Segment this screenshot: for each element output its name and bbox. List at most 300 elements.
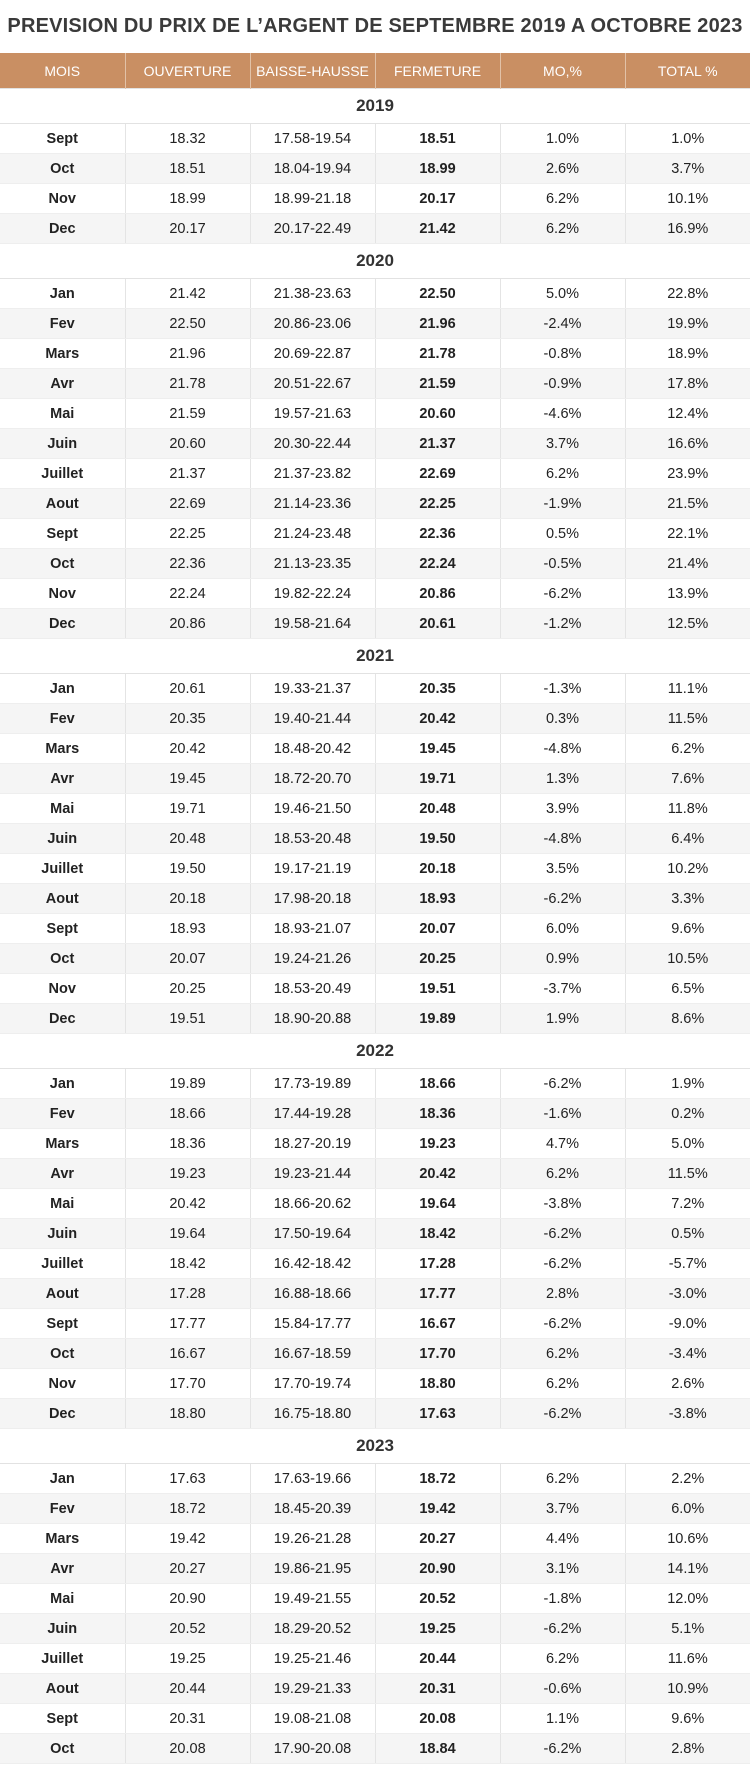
cell-monthly-change: 6.2%	[500, 459, 625, 489]
table-row	[0, 1339, 750, 1369]
cell-month: Juin	[0, 1219, 125, 1249]
table-row	[0, 1369, 750, 1399]
cell-range: 17.90-20.08	[250, 1734, 375, 1764]
cell-monthly-change: -3.8%	[500, 1189, 625, 1219]
cell-month: Dec	[0, 214, 125, 244]
cell-close: 20.61	[375, 609, 500, 639]
cell-open: 19.71	[125, 794, 250, 824]
cell-month: Sept	[0, 1704, 125, 1734]
cell-total-change: 7.2%	[625, 1189, 750, 1219]
cell-open: 22.25	[125, 519, 250, 549]
cell-total-change: 16.6%	[625, 429, 750, 459]
cell-month: Juillet	[0, 459, 125, 489]
cell-month: Sept	[0, 1309, 125, 1339]
cell-monthly-change: -6.2%	[500, 1249, 625, 1279]
cell-month: Juin	[0, 824, 125, 854]
cell-range: 19.46-21.50	[250, 794, 375, 824]
cell-open: 21.37	[125, 459, 250, 489]
cell-close: 20.27	[375, 1524, 500, 1554]
cell-total-change: -9.0%	[625, 1309, 750, 1339]
cell-month: Avr	[0, 369, 125, 399]
cell-total-change: 11.5%	[625, 1159, 750, 1189]
cell-total-change: 13.9%	[625, 579, 750, 609]
cell-monthly-change: 0.5%	[500, 519, 625, 549]
cell-range: 17.44-19.28	[250, 1099, 375, 1129]
table-row	[0, 884, 750, 914]
cell-monthly-change: 6.0%	[500, 914, 625, 944]
page-title: PREVISION DU PRIX DE L’ARGENT DE SEPTEMBRE 2019 A OCTOBRE 2023	[7, 15, 743, 37]
cell-range: 18.53-20.49	[250, 974, 375, 1004]
cell-open: 20.25	[125, 974, 250, 1004]
cell-close: 22.24	[375, 549, 500, 579]
cell-range: 16.75-18.80	[250, 1399, 375, 1429]
cell-total-change: 10.2%	[625, 854, 750, 884]
cell-open: 17.70	[125, 1369, 250, 1399]
table-row	[0, 1584, 750, 1614]
cell-open: 22.50	[125, 309, 250, 339]
cell-close: 20.48	[375, 794, 500, 824]
cell-range: 18.04-19.94	[250, 154, 375, 184]
table-row	[0, 1099, 750, 1129]
table-row	[0, 944, 750, 974]
cell-open: 20.61	[125, 674, 250, 704]
cell-month: Aout	[0, 884, 125, 914]
cell-monthly-change: -6.2%	[500, 1069, 625, 1099]
cell-close: 19.64	[375, 1189, 500, 1219]
cell-month: Jan	[0, 279, 125, 309]
cell-open: 20.60	[125, 429, 250, 459]
table-row	[0, 1464, 750, 1494]
cell-monthly-change: -6.2%	[500, 1734, 625, 1764]
table-row	[0, 369, 750, 399]
table-row	[0, 214, 750, 244]
table-body	[0, 89, 750, 1764]
cell-close: 18.99	[375, 154, 500, 184]
cell-range: 19.86-21.95	[250, 1554, 375, 1584]
table-row	[0, 1704, 750, 1734]
cell-month: Aout	[0, 1279, 125, 1309]
table-row	[0, 519, 750, 549]
cell-range: 19.25-21.46	[250, 1644, 375, 1674]
cell-close: 17.77	[375, 1279, 500, 1309]
cell-total-change: 11.8%	[625, 794, 750, 824]
cell-open: 20.86	[125, 609, 250, 639]
cell-total-change: 11.6%	[625, 1644, 750, 1674]
cell-range: 20.69-22.87	[250, 339, 375, 369]
cell-monthly-change: 3.1%	[500, 1554, 625, 1584]
cell-total-change: 14.1%	[625, 1554, 750, 1584]
cell-total-change: 2.2%	[625, 1464, 750, 1494]
cell-range: 19.33-21.37	[250, 674, 375, 704]
cell-close: 20.44	[375, 1644, 500, 1674]
table-row	[0, 429, 750, 459]
year-section-row	[0, 1429, 750, 1464]
year-heading: 2022	[0, 1034, 750, 1069]
cell-close: 20.08	[375, 1704, 500, 1734]
cell-range: 18.90-20.88	[250, 1004, 375, 1034]
cell-total-change: -3.0%	[625, 1279, 750, 1309]
cell-total-change: 3.3%	[625, 884, 750, 914]
cell-total-change: -3.8%	[625, 1399, 750, 1429]
cell-month: Oct	[0, 549, 125, 579]
cell-close: 22.69	[375, 459, 500, 489]
cell-close: 20.42	[375, 1159, 500, 1189]
cell-range: 17.70-19.74	[250, 1369, 375, 1399]
cell-total-change: 9.6%	[625, 914, 750, 944]
cell-open: 20.07	[125, 944, 250, 974]
column-header-ouverture: OUVERTURE	[125, 53, 250, 89]
cell-total-change: 1.9%	[625, 1069, 750, 1099]
cell-close: 19.51	[375, 974, 500, 1004]
cell-month: Juillet	[0, 1644, 125, 1674]
cell-total-change: 6.0%	[625, 1494, 750, 1524]
table-row	[0, 674, 750, 704]
cell-month: Fev	[0, 1099, 125, 1129]
cell-open: 22.24	[125, 579, 250, 609]
cell-range: 19.49-21.55	[250, 1584, 375, 1614]
cell-range: 19.57-21.63	[250, 399, 375, 429]
cell-monthly-change: -6.2%	[500, 1399, 625, 1429]
cell-open: 17.28	[125, 1279, 250, 1309]
cell-monthly-change: -1.2%	[500, 609, 625, 639]
table-row	[0, 794, 750, 824]
cell-total-change: 2.8%	[625, 1734, 750, 1764]
cell-open: 18.51	[125, 154, 250, 184]
cell-close: 22.50	[375, 279, 500, 309]
cell-total-change: 3.7%	[625, 154, 750, 184]
cell-close: 20.42	[375, 704, 500, 734]
cell-range: 19.23-21.44	[250, 1159, 375, 1189]
cell-range: 18.48-20.42	[250, 734, 375, 764]
cell-close: 21.78	[375, 339, 500, 369]
cell-monthly-change: -6.2%	[500, 1219, 625, 1249]
cell-total-change: 10.1%	[625, 184, 750, 214]
cell-month: Fev	[0, 1494, 125, 1524]
table-row	[0, 1219, 750, 1249]
table-row	[0, 1004, 750, 1034]
cell-monthly-change: -1.6%	[500, 1099, 625, 1129]
cell-range: 17.58-19.54	[250, 124, 375, 154]
cell-total-change: 22.1%	[625, 519, 750, 549]
table-row	[0, 399, 750, 429]
cell-monthly-change: -0.5%	[500, 549, 625, 579]
column-header-baisse-hausse: BAISSE-HAUSSE	[250, 53, 375, 89]
cell-month: Nov	[0, 1369, 125, 1399]
cell-open: 19.64	[125, 1219, 250, 1249]
cell-monthly-change: -4.8%	[500, 734, 625, 764]
cell-close: 19.23	[375, 1129, 500, 1159]
table-row	[0, 339, 750, 369]
table-row	[0, 1494, 750, 1524]
table-row	[0, 1674, 750, 1704]
cell-range: 19.08-21.08	[250, 1704, 375, 1734]
cell-total-change: 5.0%	[625, 1129, 750, 1159]
cell-open: 20.08	[125, 1734, 250, 1764]
cell-total-change: 22.8%	[625, 279, 750, 309]
cell-monthly-change: -1.8%	[500, 1584, 625, 1614]
cell-range: 20.86-23.06	[250, 309, 375, 339]
cell-monthly-change: -4.8%	[500, 824, 625, 854]
cell-range: 18.53-20.48	[250, 824, 375, 854]
table-row	[0, 154, 750, 184]
cell-total-change: 17.8%	[625, 369, 750, 399]
cell-close: 20.31	[375, 1674, 500, 1704]
cell-monthly-change: 4.7%	[500, 1129, 625, 1159]
cell-close: 21.42	[375, 214, 500, 244]
table-row	[0, 704, 750, 734]
cell-monthly-change: 6.2%	[500, 1464, 625, 1494]
year-section-row	[0, 244, 750, 279]
table-row	[0, 1279, 750, 1309]
cell-open: 19.50	[125, 854, 250, 884]
cell-total-change: 11.5%	[625, 704, 750, 734]
cell-total-change: 0.5%	[625, 1219, 750, 1249]
cell-total-change: 10.9%	[625, 1674, 750, 1704]
cell-monthly-change: -1.3%	[500, 674, 625, 704]
cell-month: Oct	[0, 154, 125, 184]
cell-monthly-change: 3.5%	[500, 854, 625, 884]
cell-total-change: 9.6%	[625, 1704, 750, 1734]
cell-range: 19.17-21.19	[250, 854, 375, 884]
cell-monthly-change: 1.9%	[500, 1004, 625, 1034]
table-row	[0, 609, 750, 639]
cell-close: 18.84	[375, 1734, 500, 1764]
table-row	[0, 914, 750, 944]
cell-close: 21.59	[375, 369, 500, 399]
cell-month: Mars	[0, 1129, 125, 1159]
cell-open: 20.18	[125, 884, 250, 914]
cell-monthly-change: 3.7%	[500, 429, 625, 459]
cell-total-change: -3.4%	[625, 1339, 750, 1369]
cell-month: Avr	[0, 764, 125, 794]
cell-month: Mai	[0, 794, 125, 824]
cell-range: 16.67-18.59	[250, 1339, 375, 1369]
cell-close: 20.25	[375, 944, 500, 974]
cell-open: 20.48	[125, 824, 250, 854]
cell-close: 19.25	[375, 1614, 500, 1644]
year-section-row	[0, 1034, 750, 1069]
cell-month: Jan	[0, 674, 125, 704]
cell-close: 20.90	[375, 1554, 500, 1584]
table-row	[0, 974, 750, 1004]
cell-month: Dec	[0, 1399, 125, 1429]
cell-monthly-change: 0.3%	[500, 704, 625, 734]
cell-total-change: 16.9%	[625, 214, 750, 244]
cell-open: 21.59	[125, 399, 250, 429]
cell-open: 19.25	[125, 1644, 250, 1674]
cell-open: 18.99	[125, 184, 250, 214]
cell-range: 20.30-22.44	[250, 429, 375, 459]
table-row	[0, 734, 750, 764]
cell-open: 18.66	[125, 1099, 250, 1129]
cell-close: 16.67	[375, 1309, 500, 1339]
cell-close: 22.36	[375, 519, 500, 549]
cell-month: Fev	[0, 309, 125, 339]
cell-total-change: 12.0%	[625, 1584, 750, 1614]
cell-month: Juin	[0, 429, 125, 459]
cell-open: 20.90	[125, 1584, 250, 1614]
cell-total-change: 18.9%	[625, 339, 750, 369]
cell-monthly-change: 6.2%	[500, 1339, 625, 1369]
year-section-row	[0, 89, 750, 124]
table-row	[0, 459, 750, 489]
cell-open: 18.42	[125, 1249, 250, 1279]
cell-open: 20.27	[125, 1554, 250, 1584]
cell-month: Dec	[0, 609, 125, 639]
year-heading: 2019	[0, 89, 750, 124]
cell-month: Nov	[0, 974, 125, 1004]
table-row	[0, 489, 750, 519]
table-row	[0, 184, 750, 214]
cell-close: 19.45	[375, 734, 500, 764]
table-row	[0, 1554, 750, 1584]
cell-month: Juillet	[0, 854, 125, 884]
cell-close: 20.60	[375, 399, 500, 429]
cell-month: Mai	[0, 399, 125, 429]
cell-month: Avr	[0, 1554, 125, 1584]
cell-total-change: 7.6%	[625, 764, 750, 794]
cell-total-change: 1.0%	[625, 124, 750, 154]
cell-range: 15.84-17.77	[250, 1309, 375, 1339]
cell-close: 18.42	[375, 1219, 500, 1249]
cell-range: 21.37-23.82	[250, 459, 375, 489]
cell-range: 18.29-20.52	[250, 1614, 375, 1644]
year-section-row	[0, 639, 750, 674]
cell-close: 22.25	[375, 489, 500, 519]
cell-month: Dec	[0, 1004, 125, 1034]
cell-month: Nov	[0, 579, 125, 609]
cell-close: 18.93	[375, 884, 500, 914]
cell-total-change: 6.5%	[625, 974, 750, 1004]
cell-open: 20.31	[125, 1704, 250, 1734]
table-row	[0, 549, 750, 579]
cell-month: Oct	[0, 1339, 125, 1369]
table-row	[0, 1159, 750, 1189]
cell-monthly-change: -0.9%	[500, 369, 625, 399]
cell-month: Fev	[0, 704, 125, 734]
forecast-table	[0, 53, 750, 1764]
cell-month: Jan	[0, 1069, 125, 1099]
cell-monthly-change: 5.0%	[500, 279, 625, 309]
cell-open: 19.51	[125, 1004, 250, 1034]
table-row	[0, 854, 750, 884]
cell-month: Mars	[0, 734, 125, 764]
cell-open: 20.42	[125, 734, 250, 764]
cell-month: Avr	[0, 1159, 125, 1189]
cell-close: 20.07	[375, 914, 500, 944]
cell-open: 20.44	[125, 1674, 250, 1704]
cell-monthly-change: 1.0%	[500, 124, 625, 154]
cell-range: 19.26-21.28	[250, 1524, 375, 1554]
cell-monthly-change: -6.2%	[500, 884, 625, 914]
cell-month: Juin	[0, 1614, 125, 1644]
cell-monthly-change: -3.7%	[500, 974, 625, 1004]
cell-range: 18.72-20.70	[250, 764, 375, 794]
cell-monthly-change: -0.8%	[500, 339, 625, 369]
column-header-fermeture: FERMETURE	[375, 53, 500, 89]
cell-range: 17.73-19.89	[250, 1069, 375, 1099]
column-header-mois: MOIS	[0, 53, 125, 89]
cell-close: 19.71	[375, 764, 500, 794]
cell-monthly-change: 6.2%	[500, 1159, 625, 1189]
cell-total-change: 10.5%	[625, 944, 750, 974]
cell-close: 19.89	[375, 1004, 500, 1034]
cell-range: 18.99-21.18	[250, 184, 375, 214]
cell-range: 17.50-19.64	[250, 1219, 375, 1249]
cell-month: Oct	[0, 944, 125, 974]
cell-close: 21.96	[375, 309, 500, 339]
cell-month: Sept	[0, 124, 125, 154]
cell-close: 18.72	[375, 1464, 500, 1494]
cell-range: 17.63-19.66	[250, 1464, 375, 1494]
table-row	[0, 1399, 750, 1429]
year-heading: 2021	[0, 639, 750, 674]
cell-monthly-change: -6.2%	[500, 1309, 625, 1339]
cell-range: 16.42-18.42	[250, 1249, 375, 1279]
cell-monthly-change: -6.2%	[500, 579, 625, 609]
cell-month: Nov	[0, 184, 125, 214]
cell-monthly-change: 6.2%	[500, 1369, 625, 1399]
cell-monthly-change: 1.3%	[500, 764, 625, 794]
cell-month: Oct	[0, 1734, 125, 1764]
cell-total-change: 11.1%	[625, 674, 750, 704]
cell-open: 16.67	[125, 1339, 250, 1369]
table-row	[0, 1734, 750, 1764]
cell-close: 18.51	[375, 124, 500, 154]
cell-close: 18.36	[375, 1099, 500, 1129]
cell-range: 18.27-20.19	[250, 1129, 375, 1159]
cell-range: 20.51-22.67	[250, 369, 375, 399]
table-row	[0, 1309, 750, 1339]
cell-month: Mars	[0, 1524, 125, 1554]
table-row	[0, 279, 750, 309]
cell-range: 21.38-23.63	[250, 279, 375, 309]
cell-monthly-change: 6.2%	[500, 184, 625, 214]
cell-range: 18.93-21.07	[250, 914, 375, 944]
cell-month: Sept	[0, 519, 125, 549]
cell-close: 20.86	[375, 579, 500, 609]
cell-month: Juillet	[0, 1249, 125, 1279]
cell-open: 18.80	[125, 1399, 250, 1429]
cell-open: 17.63	[125, 1464, 250, 1494]
cell-open: 19.45	[125, 764, 250, 794]
table-row	[0, 1069, 750, 1099]
table-row	[0, 124, 750, 154]
cell-open: 22.69	[125, 489, 250, 519]
cell-open: 18.93	[125, 914, 250, 944]
cell-month: Jan	[0, 1464, 125, 1494]
table-header	[0, 53, 750, 89]
cell-total-change: 6.2%	[625, 734, 750, 764]
table-row	[0, 309, 750, 339]
cell-total-change: 23.9%	[625, 459, 750, 489]
cell-open: 20.42	[125, 1189, 250, 1219]
cell-total-change: 12.4%	[625, 399, 750, 429]
cell-range: 19.29-21.33	[250, 1674, 375, 1704]
cell-total-change: 5.1%	[625, 1614, 750, 1644]
cell-total-change: 21.5%	[625, 489, 750, 519]
cell-range: 18.66-20.62	[250, 1189, 375, 1219]
cell-close: 21.37	[375, 429, 500, 459]
cell-range: 20.17-22.49	[250, 214, 375, 244]
table-row	[0, 1189, 750, 1219]
cell-open: 19.89	[125, 1069, 250, 1099]
cell-month: Sept	[0, 914, 125, 944]
cell-range: 19.24-21.26	[250, 944, 375, 974]
cell-month: Mars	[0, 339, 125, 369]
table-row	[0, 764, 750, 794]
column-header-total-percent: TOTAL %	[625, 53, 750, 89]
